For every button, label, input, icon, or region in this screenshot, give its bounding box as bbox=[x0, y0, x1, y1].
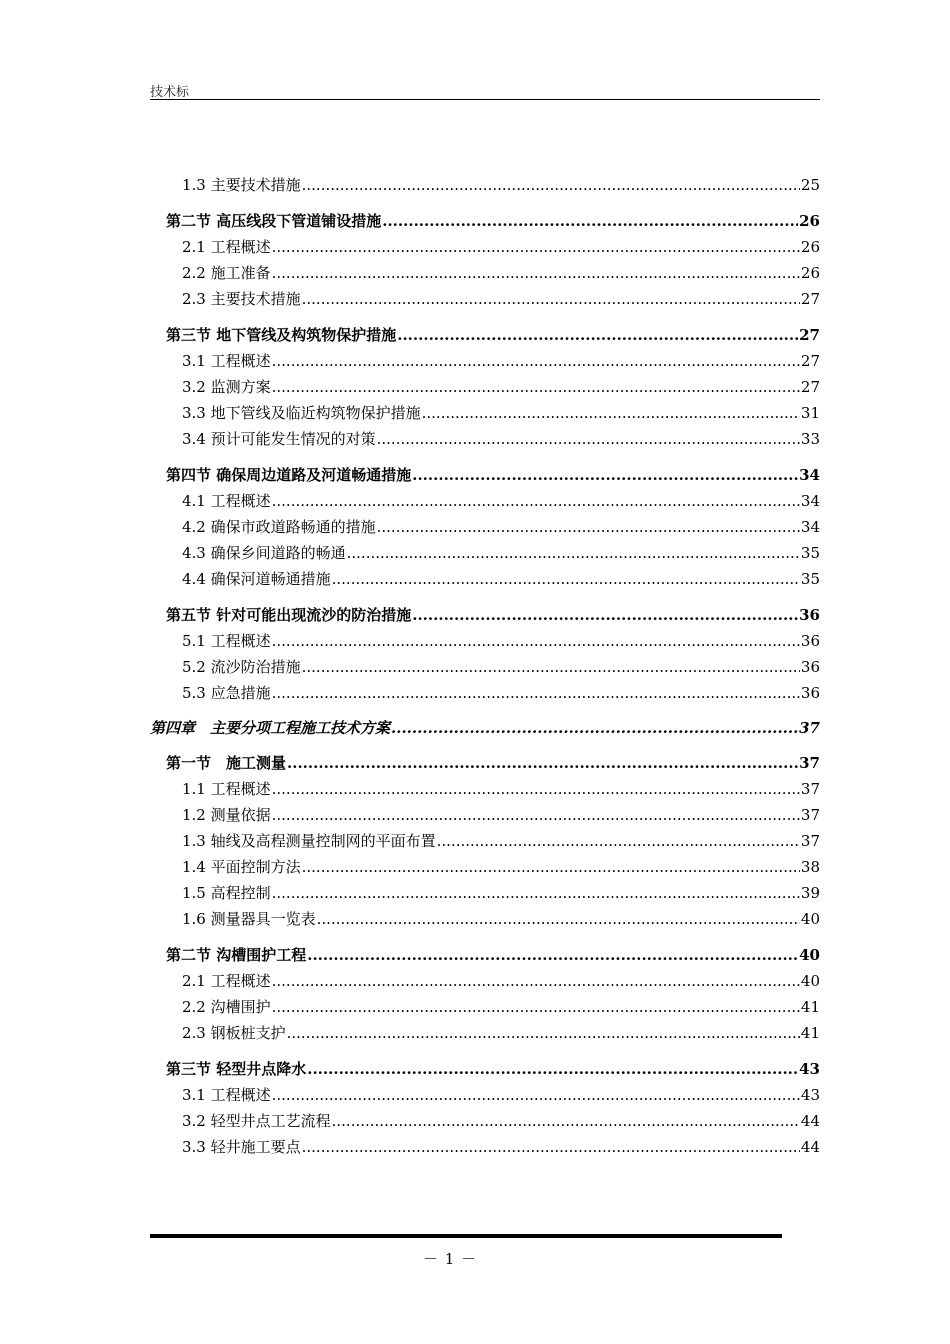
toc-entry-page: 25 bbox=[800, 176, 820, 194]
toc-entry-label: 1.3 轴线及高程测量控制网的平面布置 bbox=[182, 832, 436, 850]
toc-entry-page: 44 bbox=[800, 1112, 820, 1130]
toc-entry-page: 40 bbox=[800, 972, 820, 990]
toc-dot-leader bbox=[287, 1023, 800, 1043]
toc-subsection[interactable] bbox=[0, 805, 820, 825]
toc-dot-leader bbox=[397, 325, 798, 345]
toc-dot-leader bbox=[272, 883, 800, 903]
toc-dot-leader bbox=[412, 465, 798, 485]
toc-subsection[interactable] bbox=[0, 1137, 820, 1157]
toc-entry-label: 第四节 确保周边道路及河道畅通措施 bbox=[166, 466, 412, 484]
page-header-title: 技术标 bbox=[150, 85, 190, 100]
toc-entry-label: 第三节 地下管线及构筑物保护措施 bbox=[166, 326, 397, 344]
toc-subsection[interactable] bbox=[0, 491, 820, 511]
toc-subsection[interactable] bbox=[0, 569, 820, 589]
toc-entry-label: 2.1 工程概述 bbox=[182, 972, 271, 990]
toc-dot-leader bbox=[412, 605, 798, 625]
toc-entry-page: 26 bbox=[800, 264, 820, 282]
toc-entry-label: 第二节 高压线段下管道铺设措施 bbox=[166, 212, 382, 230]
footer-rule bbox=[150, 1234, 782, 1238]
toc-entry-label: 4.3 确保乡间道路的畅通 bbox=[182, 544, 346, 562]
toc-entry-page: 37 bbox=[799, 719, 820, 737]
toc-entry-label: 5.2 流沙防治措施 bbox=[182, 658, 301, 676]
toc-dot-leader bbox=[272, 971, 800, 991]
toc-dot-leader bbox=[272, 779, 800, 799]
toc-dot-leader bbox=[332, 569, 800, 589]
toc-dot-leader bbox=[377, 517, 800, 537]
toc-section[interactable] bbox=[0, 945, 820, 965]
toc-subsection[interactable] bbox=[0, 1111, 820, 1131]
page-number: － 1 － bbox=[422, 1250, 478, 1268]
toc-entry-label: 4.1 工程概述 bbox=[182, 492, 271, 510]
toc-subsection[interactable] bbox=[0, 1023, 820, 1043]
toc-dot-leader bbox=[272, 263, 800, 283]
toc-dot-leader bbox=[332, 1111, 800, 1131]
toc-subsection[interactable] bbox=[0, 779, 820, 799]
toc-entry-label: 3.2 轻型井点工艺流程 bbox=[182, 1112, 331, 1130]
toc-entry-page: 38 bbox=[800, 858, 820, 876]
toc-entry-page: 41 bbox=[800, 1024, 820, 1042]
toc-subsection[interactable] bbox=[0, 263, 820, 283]
toc-entry-label: 3.1 工程概述 bbox=[182, 352, 271, 370]
toc-dot-leader bbox=[317, 909, 800, 929]
toc-entry-page: 37 bbox=[800, 832, 820, 850]
toc-section[interactable] bbox=[0, 605, 820, 625]
toc-subsection[interactable] bbox=[0, 997, 820, 1017]
toc-subsection[interactable] bbox=[0, 351, 820, 371]
toc-section[interactable] bbox=[0, 1059, 820, 1079]
toc-section[interactable] bbox=[0, 211, 820, 231]
toc-dot-leader bbox=[287, 753, 798, 773]
toc-entry-page: 34 bbox=[800, 518, 820, 536]
toc-entry-page: 34 bbox=[800, 492, 820, 510]
toc-entry-page: 31 bbox=[800, 404, 820, 422]
toc-entry-page: 36 bbox=[800, 632, 820, 650]
toc-subsection[interactable] bbox=[0, 175, 820, 195]
toc-entry-page: 33 bbox=[800, 430, 820, 448]
toc-dot-leader bbox=[272, 1085, 800, 1105]
toc-dot-leader bbox=[272, 491, 800, 511]
toc-dot-leader bbox=[382, 211, 798, 231]
toc-entry-page: 35 bbox=[800, 570, 820, 588]
toc-entry-page: 39 bbox=[800, 884, 820, 902]
toc-entry-label: 1.4 平面控制方法 bbox=[182, 858, 301, 876]
toc-entry-label: 5.1 工程概述 bbox=[182, 632, 271, 650]
toc-subsection[interactable] bbox=[0, 909, 820, 929]
toc-entry-label: 1.1 工程概述 bbox=[182, 780, 271, 798]
toc-entry-label: 4.4 确保河道畅通措施 bbox=[182, 570, 331, 588]
toc-entry-label: 第五节 针对可能出现流沙的防治措施 bbox=[166, 606, 412, 624]
toc-dot-leader bbox=[302, 289, 800, 309]
header-rule bbox=[150, 99, 820, 100]
toc-section[interactable] bbox=[0, 465, 820, 485]
toc-entry-page: 27 bbox=[800, 290, 820, 308]
toc-entry-page: 26 bbox=[800, 238, 820, 256]
toc-subsection[interactable] bbox=[0, 1085, 820, 1105]
toc-dot-leader bbox=[391, 718, 798, 738]
toc-dot-leader bbox=[302, 657, 800, 677]
toc-entry-label: 2.1 工程概述 bbox=[182, 238, 271, 256]
toc-subsection[interactable] bbox=[0, 403, 820, 423]
toc-entry-page: 36 bbox=[800, 684, 820, 702]
toc-entry-label: 1.6 测量器具一览表 bbox=[182, 910, 316, 928]
toc-entry-page: 35 bbox=[800, 544, 820, 562]
toc-entry-label: 2.2 沟槽围护 bbox=[182, 998, 271, 1016]
toc-entry-label: 5.3 应急措施 bbox=[182, 684, 271, 702]
toc-entry-page: 43 bbox=[799, 1060, 820, 1078]
toc-entry-page: 41 bbox=[800, 998, 820, 1016]
toc-entry-page: 36 bbox=[800, 658, 820, 676]
toc-dot-leader bbox=[272, 351, 800, 371]
toc-subsection[interactable] bbox=[0, 857, 820, 877]
toc-entry-page: 27 bbox=[800, 352, 820, 370]
toc-entry-page: 27 bbox=[799, 326, 820, 344]
toc-subsection[interactable] bbox=[0, 657, 820, 677]
toc-entry-label: 第一节 施工测量 bbox=[166, 754, 287, 772]
toc-dot-leader bbox=[272, 683, 800, 703]
toc-entry-label: 3.3 轻井施工要点 bbox=[182, 1138, 301, 1156]
toc-section[interactable] bbox=[0, 325, 820, 345]
toc-subsection[interactable] bbox=[0, 543, 820, 563]
toc-entry-label: 3.1 工程概述 bbox=[182, 1086, 271, 1104]
toc-entry-page: 40 bbox=[800, 910, 820, 928]
toc-entry-label: 1.2 测量依据 bbox=[182, 806, 271, 824]
toc-entry-page: 37 bbox=[799, 754, 820, 772]
toc-subsection[interactable] bbox=[0, 831, 820, 851]
toc-subsection[interactable] bbox=[0, 289, 820, 309]
toc-entry-page: 44 bbox=[800, 1138, 820, 1156]
toc-entry-label: 第二节 沟槽围护工程 bbox=[166, 946, 307, 964]
toc-subsection[interactable] bbox=[0, 429, 820, 449]
toc-entry-page: 36 bbox=[799, 606, 820, 624]
toc-subsection[interactable] bbox=[0, 237, 820, 257]
toc-entry-label: 3.4 预计可能发生情况的对策 bbox=[182, 430, 376, 448]
toc-subsection[interactable] bbox=[0, 971, 820, 991]
toc-entry-label: 2.2 施工准备 bbox=[182, 264, 271, 282]
toc-dot-leader bbox=[272, 805, 800, 825]
toc-entry-label: 1.3 主要技术措施 bbox=[182, 176, 301, 194]
toc-subsection[interactable] bbox=[0, 683, 820, 703]
toc-section[interactable] bbox=[0, 753, 820, 773]
toc-entry-page: 37 bbox=[800, 780, 820, 798]
toc-dot-leader bbox=[272, 631, 800, 651]
toc-dot-leader bbox=[307, 1059, 798, 1079]
toc-dot-leader bbox=[422, 403, 800, 423]
toc-entry-label: 3.3 地下管线及临近构筑物保护措施 bbox=[182, 404, 421, 422]
toc-dot-leader bbox=[302, 1137, 800, 1157]
toc-entry-label: 2.3 钢板桩支护 bbox=[182, 1024, 286, 1042]
toc-entry-label: 2.3 主要技术措施 bbox=[182, 290, 301, 308]
toc-entry-label: 1.5 高程控制 bbox=[182, 884, 271, 902]
toc-entry-page: 27 bbox=[800, 378, 820, 396]
toc-entry-label: 第三节 轻型井点降水 bbox=[166, 1060, 307, 1078]
toc-subsection[interactable] bbox=[0, 517, 820, 537]
toc-dot-leader bbox=[437, 831, 800, 851]
toc-entry-label: 第四章 主要分项工程施工技术方案 bbox=[150, 719, 391, 737]
toc-dot-leader bbox=[377, 429, 800, 449]
toc-subsection[interactable] bbox=[0, 631, 820, 651]
toc-entry-page: 26 bbox=[799, 212, 820, 230]
toc-entry-page: 43 bbox=[800, 1086, 820, 1104]
toc-entry-page: 37 bbox=[800, 806, 820, 824]
toc-dot-leader bbox=[347, 543, 800, 563]
toc-entry-page: 34 bbox=[799, 466, 820, 484]
toc-entry-label: 3.2 监测方案 bbox=[182, 378, 271, 396]
toc-dot-leader bbox=[302, 175, 800, 195]
toc-dot-leader bbox=[302, 857, 800, 877]
toc-dot-leader bbox=[272, 997, 800, 1017]
toc-dot-leader bbox=[272, 237, 800, 257]
toc-entry-page: 40 bbox=[799, 946, 820, 964]
toc-chapter[interactable] bbox=[0, 718, 820, 738]
toc-dot-leader bbox=[307, 945, 798, 965]
toc-subsection[interactable] bbox=[0, 883, 820, 903]
toc-dot-leader bbox=[272, 377, 800, 397]
toc-entry-label: 4.2 确保市政道路畅通的措施 bbox=[182, 518, 376, 536]
toc-subsection[interactable] bbox=[0, 377, 820, 397]
